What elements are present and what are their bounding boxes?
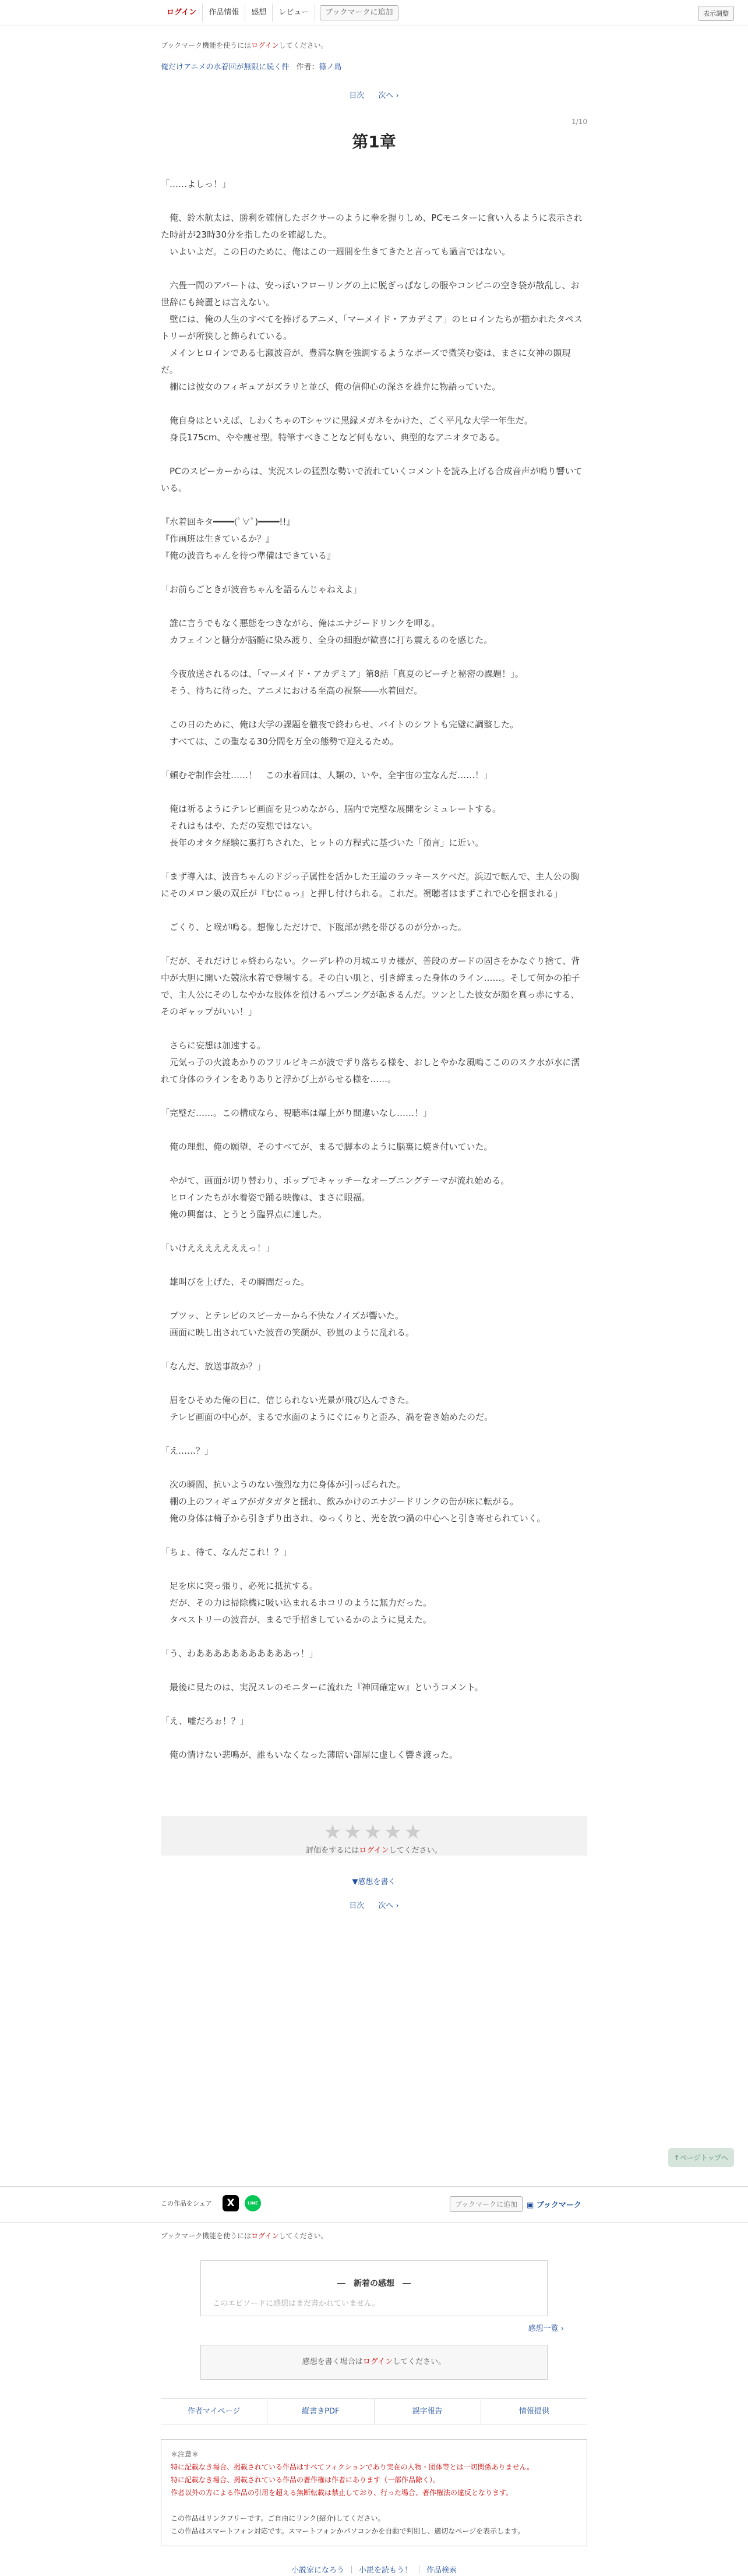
novel-paragraph: テレビ画面の中心が、まるで水面のようにぐにゃりと歪み、渦を巻き始めたのだ。	[161, 1412, 493, 1422]
novel-paragraph: 長年のオタク経験に裏打ちされた、ヒットの方程式に基づいた「預言」に近い。	[161, 838, 484, 848]
newest-reviews-box	[200, 2260, 548, 2316]
page-top-button[interactable]: ↑ページトップへ	[668, 2148, 734, 2167]
write-review-toggle[interactable]: ▼感想を書く	[352, 1878, 396, 1886]
notice-login-link[interactable]: ログイン	[251, 41, 279, 50]
novel-paragraph: 雄叫びを上げた、その瞬間だった。	[161, 1277, 310, 1287]
bookmark-login-notice-bottom	[161, 2231, 587, 2241]
main-content	[161, 40, 587, 1910]
novel-body	[161, 176, 587, 1764]
novel-paragraph	[161, 699, 587, 716]
novel-paragraph: 俺、鈴木航太は、勝利を確信したボクサーのように拳を握りしめ、PCモニターに食い入るように表示された時計が23時30分を指したのを確認した。	[161, 213, 583, 240]
novel-paragraph: ごくり、と喉が鳴る。想像しただけで、下腹部が熱を帯びるのが分かった。	[161, 922, 467, 932]
novel-paragraph	[161, 1662, 587, 1679]
novel-paragraph	[161, 649, 587, 666]
novel-paragraph	[161, 1020, 587, 1037]
novel-paragraph: 『水着回キタ━━━━(ﾟ∀ﾟ)━━━━!!』	[161, 517, 295, 527]
novel-paragraph	[161, 598, 587, 615]
x-share-icon[interactable]: X	[223, 2195, 239, 2211]
review-write-login-link[interactable]: ログイン	[362, 2358, 393, 2366]
novel-paragraph: 画面に映し出されていた波音の笑顔が、砂嵐のように乱れる。	[161, 1327, 415, 1338]
novel-paragraph: 壁には、俺の人生のすべてを捧げるアニメ、「マーメイド・アカデミア」のヒロインたちが描かれたタペストリーが所狭しと飾られている。	[161, 314, 583, 341]
notice-prefix-2: ブックマーク機能を使うには	[161, 2232, 252, 2240]
novel-paragraph: 次の瞬間、抗いようのない強烈な力に身体が引っぱられた。	[161, 1479, 406, 1490]
login-link[interactable]: ログイン	[161, 3, 203, 22]
novel-paragraph	[161, 936, 587, 953]
novel-paragraph: 俺は祈るようにテレビ画面を見つめながら、脳内で完璧な展開をシミュレートする。	[161, 804, 501, 814]
novel-paragraph	[161, 784, 587, 801]
novel-paragraph: 最後に見たのは、実況スレのモニターに流れた『神回確定ｗ』というコメント。	[161, 1682, 484, 1692]
line-share-icon[interactable]: LINE	[245, 2195, 261, 2211]
vertical-pdf-link[interactable]: 縦書きPDF	[267, 2399, 374, 2425]
novel-paragraph	[161, 1088, 587, 1105]
novel-paragraph: 「……よしっ！」	[161, 179, 231, 189]
novel-paragraph: 俺の興奮は、とうとう臨界点に達した。	[161, 1209, 327, 1220]
caution-line-3: 作者以外の方による作品の引用を超える無断転載は禁止しており、行った場合、著作権法の違反となります。	[171, 2489, 513, 2497]
footer-link-yomou[interactable]: 小説を読もう！	[358, 2566, 412, 2575]
novel-paragraph	[161, 1257, 587, 1274]
novel-paragraph: 眉をひそめた俺の目に、信じられない光景が飛び込んできた。	[161, 1395, 415, 1405]
novel-paragraph	[161, 1561, 587, 1578]
novel-paragraph: ブツッ、とテレビのスピーカーから不快なノイズが響いた。	[161, 1310, 404, 1321]
novel-paragraph: 「いけえええええええっ！」	[161, 1243, 275, 1253]
novel-paragraph: 俺の理想、俺の願望、そのすべてが、まるで脚本のように脳裏に焼き付いていた。	[161, 1142, 493, 1152]
novel-paragraph: 『俺の波音ちゃんを待つ準備はできている』	[161, 550, 336, 561]
author-link[interactable]: 篠ノ島	[319, 63, 342, 72]
newest-reviews-title: ― 新着の感想 ―	[337, 2279, 411, 2288]
novel-paragraph	[161, 1156, 587, 1172]
next-link[interactable]: 次へ ›	[378, 91, 399, 100]
rating-prefix: 評価をするには	[306, 1846, 359, 1855]
display-settings-button[interactable]: 表示調整	[698, 6, 734, 21]
author-label: 作者：	[296, 63, 319, 72]
caution-line-2: 特に記載なき場合、掲載されている作品の著作権は作者にあります（一部作品除く）。	[171, 2476, 440, 2484]
novel-paragraph: メインヒロインである七瀬波音が、豊満な胸を強調するようなポーズで微笑む姿は、まさに女神の顕現だ。	[161, 348, 571, 375]
caution-line-1: 特に記載なき場合、掲載されている作品はすべてフィクションであり実在の人物・団体等とは一切関係ありません。	[171, 2463, 534, 2471]
novel-paragraph	[161, 1375, 587, 1392]
novel-paragraph: 「完璧だ……。この構成なら、視聴率は爆上がり間違いなし……！」	[161, 1108, 432, 1118]
footer-links	[161, 2564, 587, 2575]
chapter-title: 第1章	[352, 132, 396, 151]
breadcrumb	[161, 61, 587, 72]
caution-spacer	[171, 2499, 577, 2512]
novel-paragraph	[161, 1122, 587, 1139]
novel-paragraph	[161, 497, 587, 514]
novel-paragraph: 今夜放送されるのは、「マーメイド・アカデミア」第8話「真夏のビーチと秘密の課題！」。	[161, 669, 524, 679]
bookmark-label: ブックマーク	[536, 2201, 581, 2210]
novel-paragraph: 足を床に突っ張り、必死に抵抗する。	[161, 1581, 319, 1591]
novel-paragraph	[161, 1291, 587, 1308]
novel-paragraph: 「え……？」	[161, 1446, 214, 1456]
novel-paragraph: 棚には彼女のフィギュアがズラリと並び、俺の信仰心の深さを雄弁に物語っていた。	[161, 381, 501, 392]
novel-paragraph: 六畳一間のアパートは、安っぽいフローリングの上に脱ぎっぱなしの服やコンビニの空き袋が散乱し、お世辞にも綺麗とは言えない。	[161, 280, 580, 308]
novel-paragraph	[161, 395, 587, 412]
caution-note-1: この作品はリンクフリーです。ご自由にリンク(紹介)してください。	[171, 2514, 385, 2522]
rating-login-notice	[161, 1844, 587, 1855]
novel-paragraph: 「お前らごときが波音ちゃんを語るんじゃねえよ」	[161, 584, 362, 595]
novel-paragraph	[161, 193, 587, 210]
caution-note-2: この作品はスマートフォン対応です。スマートフォンかパソコンかを自動で判別し、適切なページを表示します。	[171, 2527, 525, 2535]
pager-bottom	[161, 1899, 587, 1910]
novel-paragraph: 元気っ子の火渡あかりのフリルビキニが波でずり落ちる様を、おしとやかな風鳴ここののスク水が水に濡れて身体のラインをありありと浮かび上がらせる様を……。	[161, 1057, 580, 1084]
novel-paragraph	[161, 1426, 587, 1443]
novel-paragraph	[161, 750, 587, 767]
novel-paragraph: 「まず導入は、波音ちゃんのドジっ子属性を活かした王道のラッキースケベだ。浜辺で転んで、主人公の胸にそのメロン級の双丘が『むにゅっ』と押し付けられる。これだ。視聴者はまずこれで心を掴まれる」	[161, 871, 580, 899]
novel-paragraph: 俺の情けない悲鳴が、誰もいなくなった薄暗い部屋に虚しく響き渡った。	[161, 1750, 458, 1760]
pager-top	[161, 89, 587, 100]
page-number: 1/10	[571, 118, 587, 126]
novel-paragraph	[161, 1223, 587, 1240]
footer-link-search[interactable]: 作品検索	[426, 2566, 457, 2575]
work-title-link[interactable]: 俺だけアニメの水着回が無限に続く件	[161, 63, 290, 72]
novel-paragraph: 誰に言うでもなく悪態をつきながら、俺はエナジードリンクを呷る。	[161, 618, 440, 628]
bookmark-add-button-bottom[interactable]: ブックマークに追加	[450, 2196, 523, 2212]
info-provide-link[interactable]: 情報提供	[518, 2407, 549, 2416]
caution-heading: ＊注意＊	[171, 2450, 199, 2458]
rev-link[interactable]: レビュー	[273, 3, 315, 22]
footer-sep-1: ｜	[347, 2566, 355, 2575]
novel-paragraph: 身長175cm、やや痩せ型。特筆すべきことなど何もない、典型的なアニオタである。	[161, 432, 505, 443]
novel-paragraph	[161, 1628, 587, 1645]
novel-paragraph	[161, 1730, 587, 1747]
novel-paragraph	[161, 1696, 587, 1713]
notice-suffix-2: してください。	[278, 2232, 328, 2240]
review-list-link[interactable]: 感想一覧 ›	[528, 2324, 564, 2333]
caution-box	[161, 2439, 587, 2546]
novel-paragraph: 俺自身はといえば、しわくちゃのTシャツに黒縁メガネをかけた、ごく平凡な大学一年生だ。	[161, 415, 533, 426]
novel-paragraph: 俺の身体は椅子から引きずり出され、ゆっくりと、光を放つ渦の中心へと引き寄せられていく。	[161, 1513, 546, 1524]
typo-report-link[interactable]: 誤字報告	[375, 2399, 481, 2425]
novel-paragraph	[161, 260, 587, 277]
work-links-bar	[161, 2398, 587, 2425]
novel-paragraph	[161, 902, 587, 919]
rating-stars[interactable]: ★★★★★	[323, 1821, 425, 1844]
novel-paragraph: 「なんだ、放送事故か？」	[161, 1361, 266, 1372]
novel-paragraph: すべては、この聖なる30分間を万全の態勢で迎えるため。	[161, 736, 399, 747]
novel-paragraph: 「う、わあああああああああああっ！」	[161, 1648, 318, 1659]
novel-paragraph: PCのスピーカーからは、実況スレの猛烈な勢いで流れていくコメントを読み上げる合成音声が鳴り響いている。	[161, 466, 583, 493]
novel-paragraph: 「頼むぞ制作会社……！ この水着回は、人類の、いや、全宇宙の宝なんだ……！」	[161, 770, 493, 780]
novel-paragraph: 棚の上のフィギュアがガタガタと揺れ、飲みかけのエナジードリンクの缶が床に転がる。	[161, 1496, 519, 1507]
bookmark-add-button[interactable]: ブックマークに追加	[320, 5, 398, 20]
novel-paragraph: だが、その力は掃除機に吸い込まれるホコリのように無力だった。	[161, 1598, 432, 1608]
work-info-link[interactable]: 作品情報	[203, 3, 245, 22]
notice-login-link-2[interactable]: ログイン	[251, 2232, 279, 2240]
review-write-box	[200, 2345, 548, 2380]
footer-sep-2: ｜	[415, 2566, 424, 2575]
novel-paragraph: さらに妄想は加速する。	[161, 1040, 266, 1051]
novel-paragraph: やがて、画面が切り替わり、ポップでキャッチーなオープニングテーマが流れ始める。	[161, 1175, 510, 1186]
rating-box	[161, 1816, 587, 1856]
bookmark-button[interactable]: ▣ ブックマーク	[527, 2201, 581, 2210]
novel-paragraph: 「え、嘘だろぉ！？」	[161, 1716, 249, 1726]
novel-paragraph: 『作画班は生きているか？』	[161, 533, 275, 544]
author-mypage-link[interactable]: 作者マイページ	[161, 2399, 267, 2425]
novel-paragraph: そう、待ちに待った、アニメにおける至高の祝祭――水着回だ。	[161, 685, 423, 696]
novel-paragraph: 「だが、それだけじゃ終わらない。クーデレ枠の月城エリカ様が、普段のガードの固さをかなぐり捨て、背中が大胆に開いた競泳水着で登場する。その白い肌と、引き締まった身体のライン……。そして何かの拍子で、主人公にそのしなやかな肢体を預けるハプニングが起きるんだ。ツンとした彼女が顔を真っ赤にする、そのギャップがいい！」	[161, 956, 580, 1017]
novel-paragraph	[161, 1341, 587, 1358]
novel-paragraph	[161, 1460, 587, 1476]
rating-login-link[interactable]: ログイン	[359, 1846, 389, 1855]
novel-paragraph	[161, 564, 587, 581]
novel-paragraph	[161, 446, 587, 463]
toc-link-bottom[interactable]: 目次	[349, 1902, 365, 1910]
share-bar	[0, 2186, 748, 2222]
after-section	[161, 2231, 587, 2575]
rating-suffix: してください。	[389, 1846, 442, 1855]
review-write-suffix: してください。	[393, 2358, 446, 2366]
next-link-bottom[interactable]: 次へ ›	[378, 1902, 399, 1910]
review-write-prefix: 感想を書く場合は	[302, 2358, 363, 2366]
novel-paragraph	[161, 1527, 587, 1544]
newest-reviews-empty: このエピソードに感想はまだ書かれていません。	[213, 2299, 380, 2308]
review-link[interactable]: 感想	[245, 3, 273, 22]
notice-suffix: してください。	[278, 41, 328, 50]
novel-paragraph	[161, 851, 587, 868]
notice-prefix: ブックマーク機能を使うには	[161, 41, 252, 50]
novel-paragraph: ヒロインたちが水着姿で踊る映像は、まさに眼福。	[161, 1192, 371, 1203]
novel-paragraph: 「ちょ、待て、なんだこれ！？」	[161, 1547, 292, 1557]
novel-paragraph: この日のために、俺は大学の課題を徹夜で終わらせ、バイトのシフトも完璧に調整した。	[161, 719, 519, 730]
novel-paragraph: カフェインと糖分が脳髄に染み渡り、全身の細胞が歓喜に打ち震えるのを感じた。	[161, 635, 493, 645]
novel-paragraph: それはもはや、ただの妄想ではない。	[161, 821, 318, 831]
share-label: この作品をシェア	[161, 2200, 212, 2207]
footer-link-narou[interactable]: 小説家になろう	[291, 2566, 344, 2575]
top-nav	[161, 3, 398, 22]
top-navbar	[0, 0, 748, 26]
toc-link[interactable]: 目次	[349, 91, 365, 100]
bookmark-login-notice	[161, 40, 587, 50]
novel-paragraph: タペストリーの波音が、まるで手招きしているかのように見えた。	[161, 1614, 432, 1625]
novel-paragraph: いよいよだ。この日のために、俺はこの一週間を生きてきたと言っても過言ではない。	[161, 246, 511, 257]
